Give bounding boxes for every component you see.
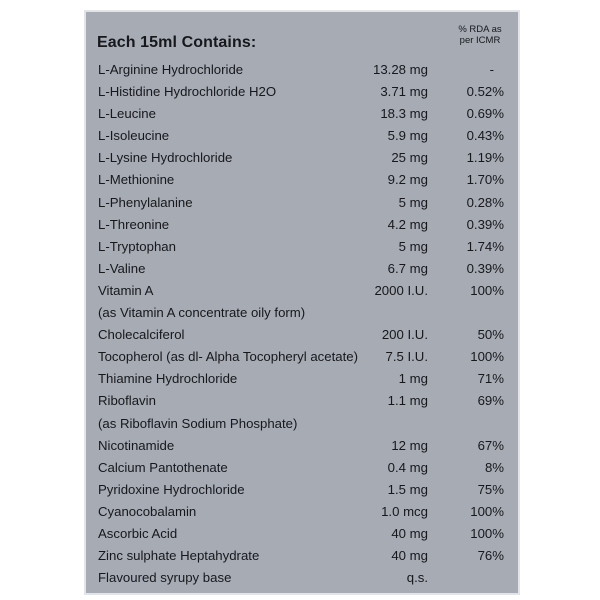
ingredient-row (86, 59, 518, 81)
ingredient-rda: 100% (470, 349, 504, 365)
ingredient-name: L-Leucine (98, 106, 156, 122)
ingredient-row (86, 346, 518, 368)
ingredient-row (86, 214, 518, 236)
ingredient-amount: 9.2 mg (387, 172, 428, 188)
ingredient-row (86, 302, 518, 324)
composition-heading: Each 15ml Contains: (97, 34, 257, 51)
ingredient-rda: 76% (477, 548, 504, 564)
ingredient-rda: 1.19% (466, 150, 504, 166)
ingredient-row (86, 413, 518, 435)
ingredient-name: Cyanocobalamin (98, 503, 197, 519)
ingredient-amount: 18.3 mg (380, 106, 428, 122)
ingredient-name: L-Valine (98, 260, 146, 276)
ingredient-amount: 5 mg (398, 194, 428, 210)
ingredient-name: Flavoured syrupy base (98, 570, 232, 586)
ingredient-row (86, 103, 518, 125)
ingredient-amount: 1 mg (398, 371, 428, 387)
ingredient-amount: q.s. (406, 570, 428, 586)
ingredient-rda: 0.39% (466, 260, 504, 276)
ingredient-name: Riboflavin (98, 393, 156, 409)
ingredient-row (86, 236, 518, 258)
ingredient-rda: 69% (477, 393, 504, 409)
ingredient-row (86, 258, 518, 280)
ingredient-amount: 200 I.U. (381, 327, 428, 343)
ingredient-amount: 13.28 mg (373, 62, 428, 77)
ingredient-rda: 0.28% (466, 194, 504, 210)
ingredient-amount: 6.7 mg (387, 260, 428, 276)
ingredient-rda: - (489, 62, 494, 77)
ingredient-name: L-Histidine Hydrochloride H2O (98, 84, 277, 100)
ingredient-name: Cholecalciferol (98, 327, 185, 343)
ingredient-row (86, 479, 518, 501)
ingredient-row (86, 457, 518, 479)
ingredient-rda: 71% (477, 371, 504, 387)
ingredient-rda: 0.52% (466, 84, 504, 100)
ingredient-amount: 7.5 I.U. (385, 349, 428, 365)
ingredient-amount: 5 mg (398, 238, 428, 254)
ingredient-name: L-Arginine Hydrochloride (98, 62, 244, 77)
ingredient-name: Zinc sulphate Heptahydrate (98, 548, 260, 564)
ingredients-panel (84, 10, 520, 595)
ingredient-name: Thiamine Hydrochloride (98, 371, 238, 387)
ingredient-rda: 1.74% (466, 238, 504, 254)
ingredient-amount: 25 mg (391, 150, 428, 166)
ingredient-amount: 1.0 mcg (381, 503, 428, 519)
ingredient-rda: 1.70% (466, 172, 504, 188)
ingredient-name: Tocopherol (as dl- Alpha Tocopheryl acetate) (98, 349, 358, 365)
ingredient-amount: 0.4 mg (387, 459, 428, 475)
ingredient-name: Nicotinamide (98, 437, 175, 453)
ingredient-amount: 4.2 mg (387, 216, 428, 232)
ingredient-row (86, 435, 518, 457)
ingredient-name: L-Threonine (98, 216, 170, 232)
ingredient-list (86, 59, 518, 589)
ingredient-row (86, 169, 518, 191)
ingredient-name: L-Isoleucine (98, 128, 170, 144)
ingredient-rda: 75% (477, 481, 504, 497)
ingredient-row (86, 81, 518, 103)
ingredient-amount: 1.1 mg (387, 393, 428, 409)
ingredient-amount: 40 mg (391, 525, 428, 541)
ingredient-name: L-Methionine (98, 172, 175, 188)
ingredient-row (86, 324, 518, 346)
rda-header-line-1: % RDA as (458, 24, 502, 35)
ingredient-row (86, 192, 518, 214)
ingredient-amount: 3.71 mg (380, 84, 428, 100)
ingredient-name: (as Riboflavin Sodium Phosphate) (98, 415, 298, 431)
ingredient-rda: 8% (484, 459, 504, 475)
ingredient-row (86, 523, 518, 545)
rda-column-header (450, 24, 510, 46)
ingredient-row (86, 125, 518, 147)
ingredient-row (86, 280, 518, 302)
ingredient-amount: 1.5 mg (387, 481, 428, 497)
ingredient-row (86, 545, 518, 567)
ingredient-rda: 0.69% (466, 106, 504, 122)
ingredient-row (86, 567, 518, 589)
ingredient-name: (as Vitamin A concentrate oily form) (98, 305, 306, 321)
rda-header-line-2: per ICMR (459, 35, 501, 46)
ingredient-row (86, 368, 518, 390)
ingredient-name: Calcium Pantothenate (98, 459, 228, 475)
ingredient-rda: 100% (470, 503, 504, 519)
ingredient-rda: 50% (477, 327, 504, 343)
ingredient-rda: 0.39% (466, 216, 504, 232)
ingredient-amount: 12 mg (391, 437, 428, 453)
ingredient-name: Ascorbic Acid (98, 525, 178, 541)
ingredient-row (86, 147, 518, 169)
ingredient-amount: 40 mg (391, 548, 428, 564)
ingredient-rda: 100% (470, 282, 504, 298)
ingredient-row (86, 501, 518, 523)
ingredient-name: L-Lysine Hydrochloride (98, 150, 233, 166)
ingredient-rda: 0.43% (466, 128, 504, 144)
ingredient-rda: 67% (477, 437, 504, 453)
ingredient-amount: 5.9 mg (387, 128, 428, 144)
ingredient-name: L-Phenylalanine (98, 194, 193, 210)
ingredient-amount: 2000 I.U. (374, 282, 428, 298)
ingredient-rda: 100% (470, 525, 504, 541)
ingredient-name: Vitamin A (98, 282, 154, 298)
ingredient-name: L-Tryptophan (98, 238, 176, 254)
ingredient-row (86, 390, 518, 412)
ingredient-name: Pyridoxine Hydrochloride (98, 481, 245, 497)
